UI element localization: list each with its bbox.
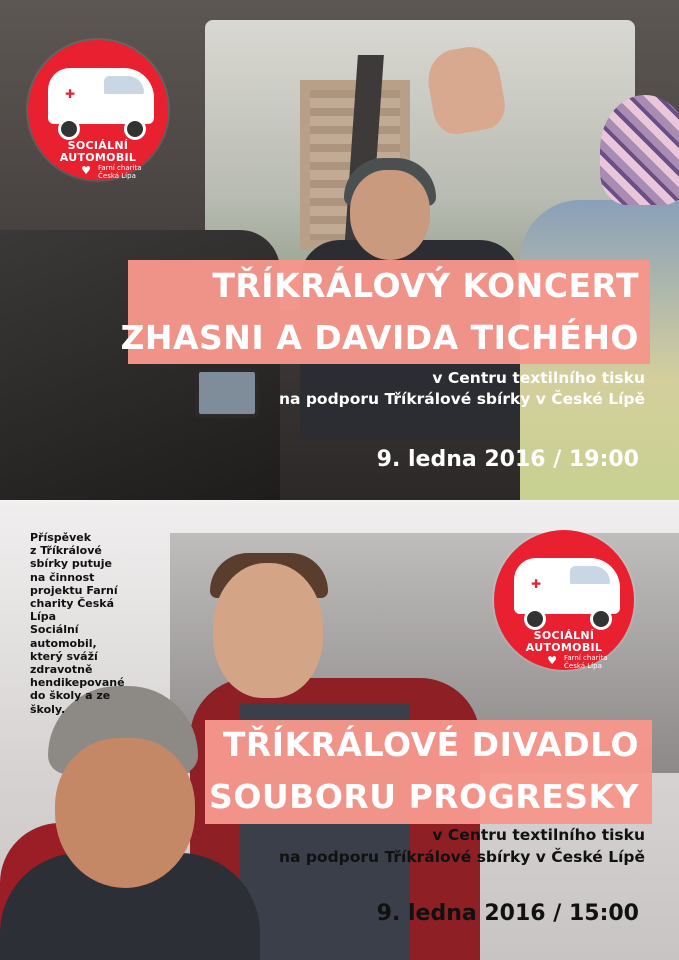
- logo-title: [28, 140, 168, 164]
- logo-title-line1: SOCIÁLNÍ: [67, 139, 129, 152]
- note-line: na činnost: [30, 570, 95, 584]
- bottom-venue-line1: v Centru textilního tisku: [432, 826, 645, 844]
- note-line: zdravotně: [30, 663, 93, 677]
- socialni-automobil-logo-top: [28, 40, 168, 180]
- charity-mark-icon: ♥: [81, 164, 91, 177]
- note-line: hendikepované: [30, 676, 125, 690]
- bottom-venue-line2: na podporu Tříkrálové sbírky v České Lípě: [278, 848, 645, 866]
- socialni-automobil-logo-bottom: [494, 530, 634, 670]
- wheel-icon: [524, 608, 546, 630]
- logo-title-line2: AUTOMOBIL: [525, 641, 603, 654]
- wheel-icon: [590, 608, 612, 630]
- note-line: projektu Farní: [30, 583, 118, 597]
- charity-cross-icon: ✚: [64, 87, 76, 101]
- young-man-face: [213, 563, 323, 698]
- note-line: Příspěvek: [30, 531, 92, 544]
- man-in-car-face: [350, 170, 430, 260]
- bottom-datetime: 9. ledna 2016 / 15:00: [376, 901, 639, 926]
- top-venue-line2: na podporu Tříkrálové sbírky v České Lípě: [278, 390, 645, 408]
- donation-note: [30, 531, 142, 716]
- bottom-title-line1: TŘÍKRÁLOVÉ DIVADLO: [222, 725, 639, 764]
- note-line: charity Česká: [30, 597, 115, 611]
- wheel-icon: [124, 118, 146, 140]
- note-line: sbírky putuje: [30, 557, 112, 571]
- charity-cross-icon: ✚: [530, 577, 542, 591]
- top-venue-line1: v Centru textilního tisku: [432, 369, 645, 387]
- top-title-line1: TŘÍKRÁLOVÝ KONCERT: [212, 266, 639, 305]
- bottom-title-line2: SOUBORU PROGRESKY: [209, 777, 639, 816]
- charity-mark-icon: ♥: [547, 654, 557, 667]
- child-knit-hat: [600, 95, 679, 205]
- logo-sub-line2: Česká Lípa: [98, 172, 136, 180]
- top-datetime: 9. ledna 2016 / 19:00: [376, 447, 639, 472]
- side-mirror: [195, 368, 259, 418]
- logo-subtitle: [564, 654, 624, 670]
- logo-title: [494, 630, 634, 654]
- note-line: automobil,: [30, 636, 97, 650]
- top-title-line2: ZHASNI A DAVIDA TICHÉHO: [120, 318, 639, 357]
- wheel-icon: [58, 118, 80, 140]
- logo-sub-line1: Farní charita: [564, 654, 608, 662]
- note-line: z Tříkrálové: [30, 544, 102, 558]
- logo-subtitle: [98, 164, 158, 180]
- logo-title-line2: AUTOMOBIL: [59, 151, 137, 164]
- note-line: který sváží: [30, 649, 98, 663]
- logo-sub-line2: Česká Lípa: [564, 662, 602, 670]
- note-line: do školy a ze: [30, 689, 111, 703]
- logo-title-line1: SOCIÁLNÍ: [533, 629, 595, 642]
- note-line: školy.: [30, 702, 66, 716]
- older-man-face: [55, 738, 195, 888]
- note-line: Lípa: [30, 610, 57, 624]
- logo-sub-line1: Farní charita: [98, 164, 142, 172]
- note-line: Sociální: [30, 623, 79, 637]
